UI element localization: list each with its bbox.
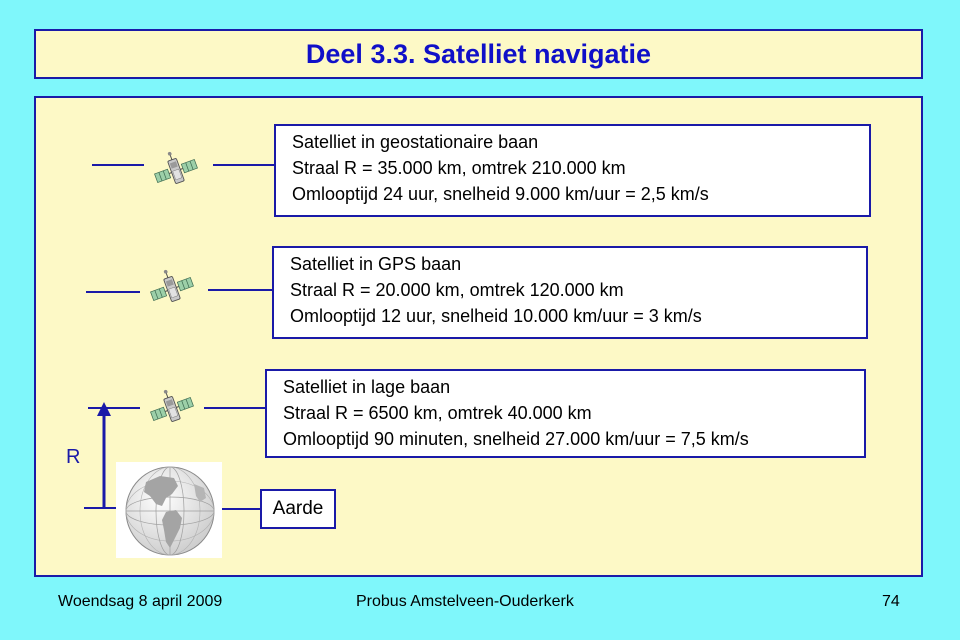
satellite-icon (146, 386, 198, 432)
orbit-line-right-gps (208, 289, 274, 291)
globe-icon (116, 462, 222, 558)
satellite-icon (146, 266, 198, 312)
orbit-name: Satelliet in GPS baan (290, 254, 462, 274)
orbit-radius: Straal R = 20.000 km, omtrek 120.000 km (290, 280, 624, 300)
info-box-gps (272, 246, 868, 339)
info-box-geostationary (274, 124, 871, 217)
orbit-line-left-gps (86, 291, 140, 293)
orbit-line-right-low (204, 407, 266, 409)
title-box (34, 29, 923, 79)
orbit-name: Satelliet in lage baan (283, 377, 451, 397)
radius-label: R (66, 446, 81, 468)
orbit-line-right-geo (213, 164, 276, 166)
page-title: Deel 3.3. Satelliet navigatie (305, 38, 652, 69)
orbit-line-left-geo (92, 164, 144, 166)
orbit-period: Omlooptijd 90 minuten, snelheid 27.000 km/uur = 7,5 km/s (283, 429, 749, 449)
earth-label: Aarde (272, 498, 324, 519)
footer-organization: Probus Amstelveen-Ouderkerk (356, 593, 574, 610)
orbit-radius: Straal R = 6500 km, omtrek 40.000 km (283, 403, 592, 423)
info-box-low-orbit (265, 369, 866, 458)
radius-arrow (94, 400, 114, 512)
satellite-icon (150, 148, 202, 194)
earth-line-right (222, 508, 260, 510)
orbit-radius: Straal R = 35.000 km, omtrek 210.000 km (292, 158, 626, 178)
orbit-period: Omlooptijd 24 uur, snelheid 9.000 km/uur = 2,5 km/s (292, 184, 709, 204)
earth-label-box (260, 489, 336, 529)
earth-globe-image (116, 462, 222, 558)
footer-page-number: 74 (882, 593, 900, 610)
orbit-name: Satelliet in geostationaire baan (292, 132, 539, 152)
orbit-period: Omlooptijd 12 uur, snelheid 10.000 km/uur = 3 km/s (290, 306, 702, 326)
footer-date: Woendsag 8 april 2009 (58, 593, 223, 610)
